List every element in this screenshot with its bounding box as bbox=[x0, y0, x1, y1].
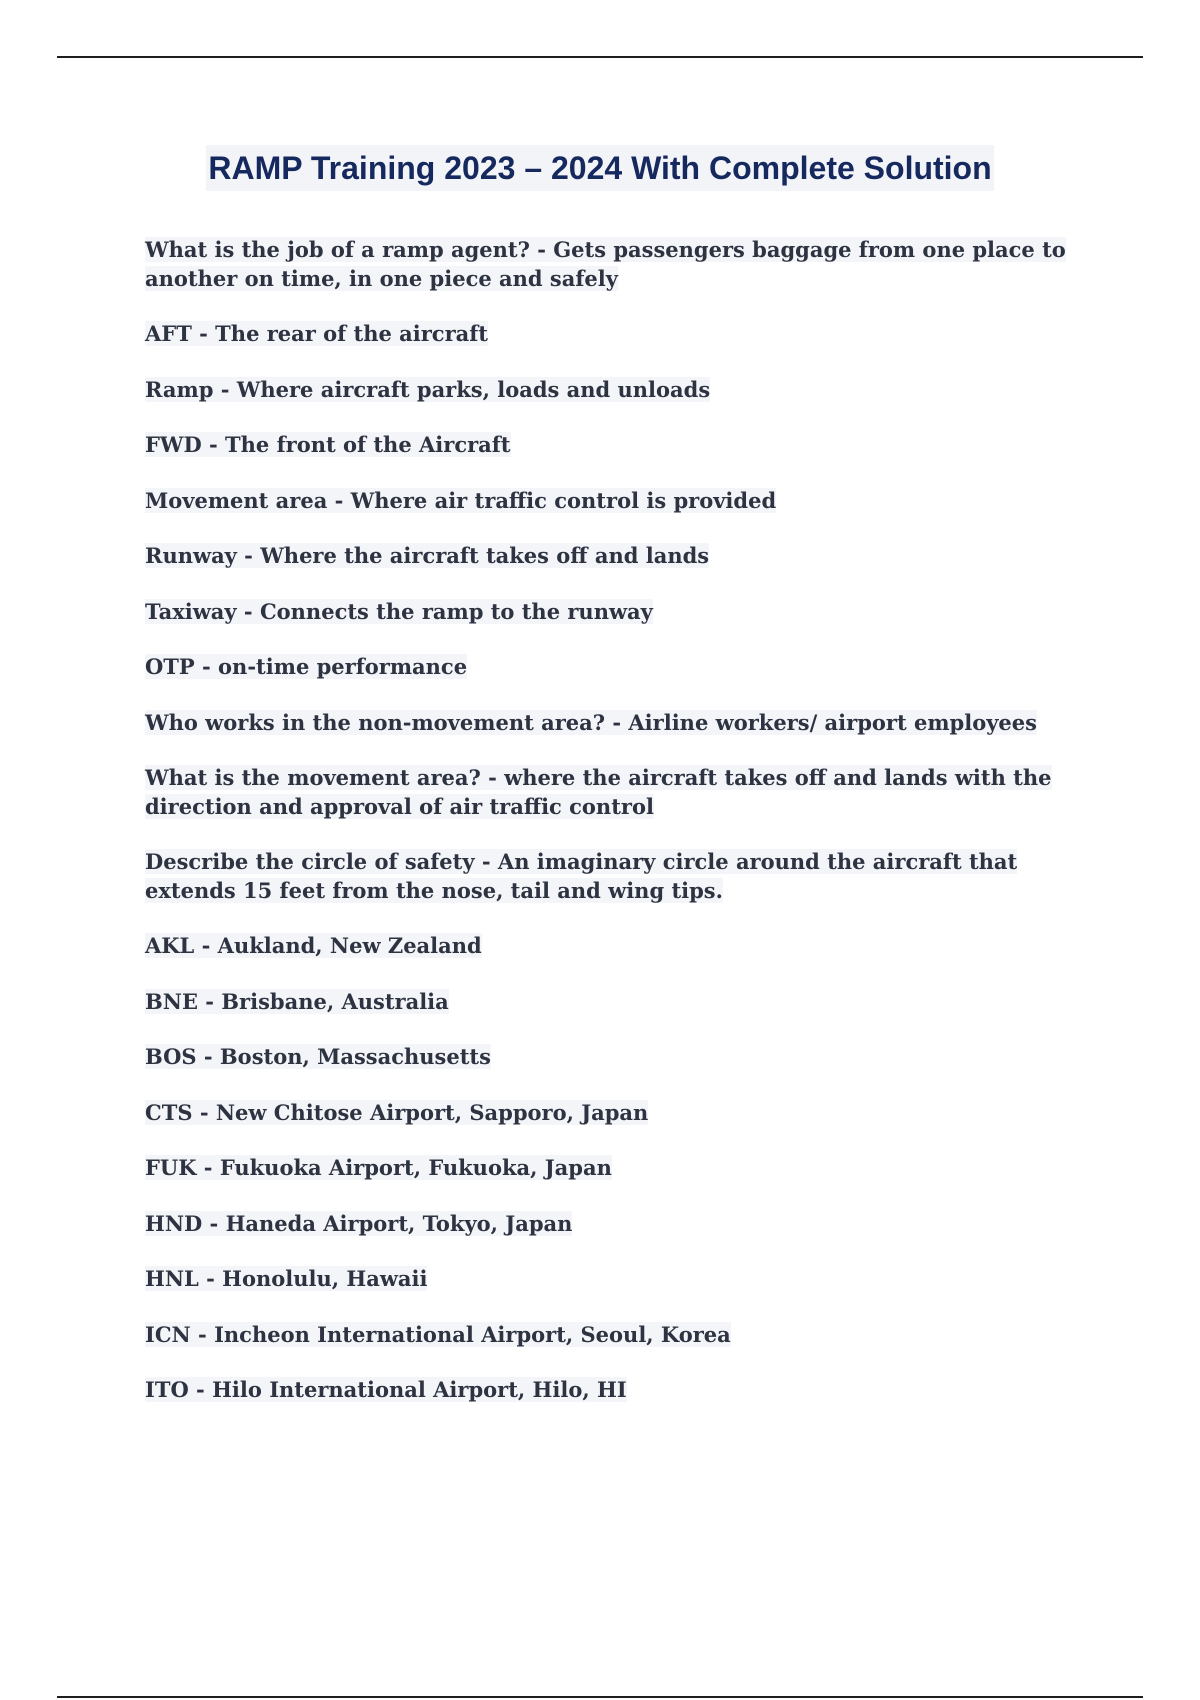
entry-text: Who works in the non-movement area? - Airline workers/ airport employees bbox=[145, 709, 1037, 735]
entry-text: BOS - Boston, Massachusetts bbox=[145, 1044, 491, 1069]
entry-text: Runway - Where the aircraft takes off and lands bbox=[145, 543, 710, 568]
entry-text: AFT - The rear of the aircraft bbox=[145, 321, 488, 346]
bottom-divider bbox=[57, 1696, 1143, 1698]
entry-text: ICN - Incheon International Airport, Seoul, Korea bbox=[145, 1321, 731, 1347]
entry-text: Ramp - Where aircraft parks, loads and unloads bbox=[145, 376, 711, 402]
entry-text: FUK - Fukuoka Airport, Fukuoka, Japan bbox=[145, 1155, 612, 1180]
entry-text: CTS - New Chitose Airport, Sapporo, Japan bbox=[145, 1099, 649, 1125]
list-item bbox=[145, 848, 1095, 905]
list-item bbox=[145, 1099, 1095, 1128]
entry-text: Taxiway - Connects the ramp to the runway bbox=[145, 598, 653, 624]
list-item bbox=[145, 236, 1095, 293]
list-item bbox=[145, 1321, 1095, 1350]
list-item bbox=[145, 1210, 1095, 1239]
entry-text: BNE - Brisbane, Australia bbox=[145, 988, 449, 1014]
entry-list bbox=[145, 236, 1095, 1432]
list-item bbox=[145, 764, 1095, 821]
document-title: RAMP Training 2023 – 2024 With Complete Solution bbox=[206, 145, 993, 191]
list-item bbox=[145, 431, 1095, 460]
entry-text: OTP - on-time performance bbox=[145, 654, 468, 679]
list-item bbox=[145, 1376, 1095, 1405]
top-divider bbox=[57, 56, 1143, 58]
entry-text: Describe the circle of safety - An imaginary circle around the aircraft that extends 15 feet from the nose, tail and wing tips. bbox=[145, 849, 1018, 903]
list-item bbox=[145, 709, 1095, 738]
list-item bbox=[145, 1043, 1095, 1072]
list-item bbox=[145, 1265, 1095, 1294]
list-item bbox=[145, 598, 1095, 627]
list-item bbox=[145, 487, 1095, 516]
entry-text: Movement area - Where air traffic control is provided bbox=[145, 487, 777, 513]
list-item bbox=[145, 542, 1095, 571]
entry-text: HND - Haneda Airport, Tokyo, Japan bbox=[145, 1210, 573, 1236]
entry-text: FWD - The front of the Aircraft bbox=[145, 432, 511, 457]
entry-text: HNL - Honolulu, Hawaii bbox=[145, 1266, 428, 1291]
title-container bbox=[0, 145, 1200, 191]
list-item bbox=[145, 320, 1095, 349]
list-item bbox=[145, 653, 1095, 682]
entry-text: AKL - Aukland, New Zealand bbox=[145, 933, 482, 958]
list-item bbox=[145, 376, 1095, 405]
entry-text: What is the movement area? - where the aircraft takes off and lands with the direction and approval of air traffic control bbox=[145, 765, 1052, 819]
list-item bbox=[145, 1154, 1095, 1183]
list-item bbox=[145, 932, 1095, 961]
entry-text: What is the job of a ramp agent? - Gets passengers baggage from one place to another on time, in one piece and safely bbox=[145, 237, 1066, 291]
list-item bbox=[145, 988, 1095, 1017]
entry-text: ITO - Hilo International Airport, Hilo, HI bbox=[145, 1377, 627, 1402]
